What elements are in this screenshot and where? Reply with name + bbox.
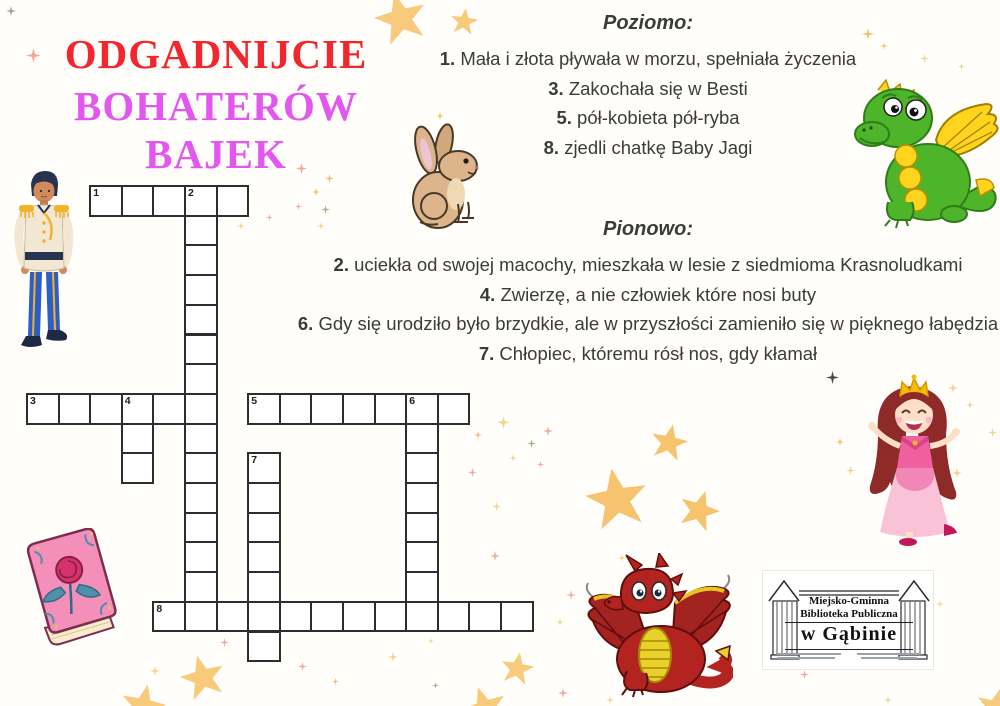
crossword-cell (405, 571, 439, 603)
library-stamp (762, 570, 934, 670)
red-dragon-illustration (583, 553, 733, 698)
crossword-cell (89, 185, 123, 217)
sparkle-icon (936, 600, 944, 608)
down-clue-list (288, 250, 1000, 368)
across-header: Poziomo: (603, 12, 693, 34)
clue-1: 1. Mała i złota pływała w morzu, spełniała życzenia (439, 48, 857, 69)
sparkle-icon (432, 682, 439, 689)
crossword-cell (121, 185, 155, 217)
sparkle-icon (6, 6, 16, 16)
clue-7: 7. Chłopiec, któremu rósł nos, gdy kłamał (478, 342, 818, 364)
down-clues-section (288, 214, 1000, 368)
crossword-cell (184, 393, 218, 425)
sparkle-icon (884, 696, 892, 704)
clue-6: 6. Gdy się urodziło było brzydkie, ale w przyszłości zamieniło się w pięknego łabędzia (297, 313, 999, 334)
crossword-cell (184, 452, 218, 484)
cell-number: 7 (251, 454, 258, 467)
crossword-cell (184, 363, 218, 395)
crossword-cell (405, 423, 439, 455)
sparkle-icon (846, 466, 855, 475)
crossword-cell (216, 185, 250, 217)
crossword-cell (121, 393, 155, 425)
crossword-cell (184, 274, 218, 306)
crossword-cell (184, 571, 218, 603)
crossword-cell (184, 334, 218, 366)
sparkle-icon (800, 670, 809, 679)
library-building-art (763, 571, 935, 671)
star-icon (456, 680, 514, 706)
cell-number: 2 (188, 187, 194, 199)
crossword-cell (152, 601, 186, 633)
sparkle-icon (966, 401, 974, 409)
page-title-line1: ODGADNIJCIE (64, 31, 368, 77)
crossword-cell (184, 304, 218, 336)
crossword-cell (184, 215, 218, 247)
crossword-cell (121, 452, 155, 484)
library-name-line1: Miejsko-Gminna (808, 595, 890, 607)
crossword-cell (184, 185, 218, 217)
crossword-cell (184, 423, 218, 455)
across-clue-list (288, 44, 1000, 162)
crossword-cell (184, 541, 218, 573)
sparkle-icon (150, 666, 160, 676)
clue-3: 3. Zakochała się w Besti (548, 77, 748, 99)
crossword-cell (405, 512, 439, 544)
crossword-cell (405, 482, 439, 514)
crossword-cell (468, 601, 502, 633)
crossword-cell (184, 512, 218, 544)
crossword-cell (279, 393, 313, 425)
crossword-cell (184, 244, 218, 276)
crossword-cell (247, 541, 281, 573)
sparkle-icon (556, 618, 564, 626)
logo-fine-print (777, 653, 841, 655)
sparkle-icon (826, 371, 839, 384)
sparkle-icon (836, 438, 844, 446)
library-name-line2: Biblioteka Publiczna (800, 608, 898, 620)
sparkle-icon (566, 590, 576, 600)
crossword-cell (342, 393, 376, 425)
crossword-cell (247, 571, 281, 603)
crossword-cell (247, 601, 281, 633)
crossword-cell (121, 423, 155, 455)
crossword-cell (247, 631, 281, 663)
crossword-cell (310, 393, 344, 425)
cell-number: 6 (409, 394, 416, 407)
star-icon (580, 463, 654, 537)
crossword-cell (247, 393, 281, 425)
crossword-cell (374, 393, 408, 425)
across-clues-section (288, 8, 1000, 162)
clue-2: 2. uciekła od swojej macochy, mieszkała w lesie z siedmioma Krasnoludkami (333, 254, 963, 275)
crossword-cell (437, 601, 471, 633)
cell-number: 1 (93, 187, 100, 199)
star-icon (971, 684, 1000, 706)
logo-divider-bottom (785, 649, 913, 650)
crossword-cell (374, 601, 408, 633)
crossword-cell (152, 185, 186, 217)
crossword-cell (58, 393, 92, 425)
crossword-cell (216, 601, 250, 633)
sparkle-icon (332, 678, 339, 685)
star-icon (646, 420, 691, 465)
star-icon (673, 485, 726, 538)
sparkle-icon (988, 428, 997, 437)
crossword-cell (247, 452, 281, 484)
crossword-cell (279, 601, 313, 633)
crossword-cell (437, 393, 471, 425)
clue-4: 4. Zwierzę, a nie człowiek które nosi buty (479, 283, 817, 305)
crossword-cell (152, 393, 186, 425)
star-icon (116, 680, 171, 706)
cell-number: 8 (156, 602, 163, 615)
sparkle-icon (543, 426, 553, 436)
cell-number: 3 (30, 394, 36, 407)
crossword-cell (26, 393, 60, 425)
cell-number: 4 (124, 394, 131, 407)
crossword-cell (405, 601, 439, 633)
crossword-cell (247, 482, 281, 514)
cell-number: 5 (251, 394, 258, 407)
crossword-cell (405, 452, 439, 484)
crossword-cell (500, 601, 534, 633)
sparkle-icon (537, 461, 544, 468)
princess-illustration (856, 374, 966, 546)
crossword-cell (342, 601, 376, 633)
crossword-cell (89, 393, 123, 425)
logo-fine-print (857, 653, 921, 655)
crossword-cell (247, 512, 281, 544)
logo-fine-print (861, 657, 917, 659)
sparkle-icon (558, 688, 568, 698)
library-city: w Gąbinie (800, 623, 898, 645)
crossword-cell (310, 601, 344, 633)
clue-8: 8. zjedli chatkę Baby Jagi (543, 136, 753, 158)
crossword-cell (184, 482, 218, 514)
page-title-line2: BOHATERÓW BAJEK (74, 83, 358, 177)
logo-fine-print (777, 657, 835, 659)
clue-5: 5. pół-kobieta pół-ryba (556, 107, 740, 128)
crossword-cell (405, 393, 439, 425)
sparkle-icon (298, 662, 307, 671)
crossword-cell (405, 541, 439, 573)
down-header: Pionowo: (603, 218, 693, 240)
crossword-cell (184, 601, 218, 633)
